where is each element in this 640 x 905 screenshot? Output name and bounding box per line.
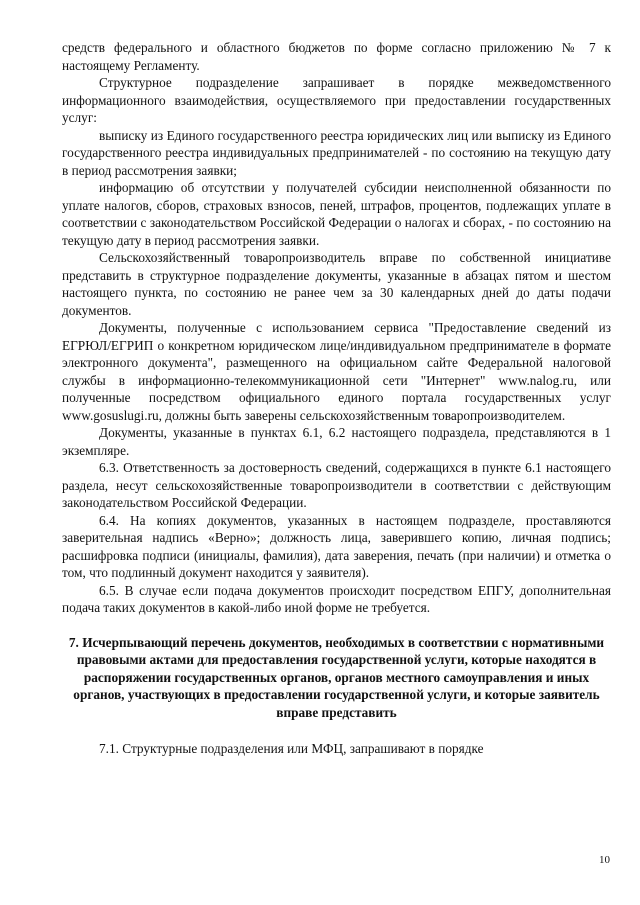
paragraph-6-3-responsibility: 6.3. Ответственность за достоверность сведений, содержащихся в пункте 6.1 настоящего раздела, несут сельскохозяйственные товаропроизводители в соответствии с действующим законодательством Российской Федерации. bbox=[62, 460, 611, 510]
paragraph-own-initiative: Сельскохозяйственный товаропроизводитель вправе по собственной инициативе представить в структурное подразделение документы, указанные в абзацах пятом и шестом настоящего пункта, по состоянию не ранее чем за 30 календарных дней до даты подачи документов. bbox=[62, 250, 611, 318]
paragraph-6-4-certification: 6.4. На копиях документов, указанных в настоящем подразделе, проставляются заверительная надпись «Верно»; должность лица, заверившего копию, личная подпись; расшифровка подписи (инициалы, фамилия), дата заверения, печать (при наличии) и отметка о том, что подлинный документ находится у заявителя). bbox=[62, 512, 611, 580]
document-page bbox=[62, 39, 611, 758]
paragraph-6-5-epgu: 6.5. В случае если подача документов происходит посредством ЕПГУ, дополнительная подача таких документов в какой-либо иной форме не требуется. bbox=[62, 582, 611, 615]
paragraph-budget-continuation: средств федерального и областного бюджетов по форме согласно приложению № 7 к настоящему Регламенту. bbox=[62, 40, 611, 73]
paragraph-tax-information: информацию об отсутствии у получателей субсидии неисполненной обязанности по уплате налогов, сборов, страховых взносов, пеней, штрафов, процентов, подлежащих уплате в соответствии с законодательством Российской Федерации о налогах и сборах, - по состоянию на текущую дату в период рассмотрения заявки. bbox=[62, 180, 611, 248]
paragraph-interagency-request: Структурное подразделение запрашивает в порядке межведомственного информационного взаимодействия, осуществляемого при предоставлении государственных услуг: bbox=[62, 75, 611, 125]
paragraph-registry-extract: выписку из Единого государственного реестра юридических лиц или выписку из Единого государственного реестра индивидуальных предпринимателей - по состоянию на текущую дату в период рассмотрения заявки; bbox=[62, 127, 611, 178]
section-7-heading: 7. Исчерпывающий перечень документов, необходимых в соответствии с нормативными правовыми актами для предоставления государственной услуги, которые находятся в распоряжении государственных органов, органов местного самоуправления и иных органов, участвующих в предоставлении государственной услуги, и которые заявитель вправе представить bbox=[68, 634, 605, 720]
paragraph-7-1-start: 7.1. Структурные подразделения или МФЦ, запрашивают в порядке bbox=[99, 741, 484, 756]
page-number: 10 bbox=[599, 854, 610, 866]
paragraph-copies-count: Документы, указанные в пунктах 6.1, 6.2 настоящего подраздела, представляются в 1 экземпляре. bbox=[62, 425, 611, 458]
paragraph-electronic-documents: Документы, полученные с использованием сервиса "Предоставление сведений из ЕГРЮЛ/ЕГРИП о конкретном юридическом лице/индивидуальном предпринимателе в формате электронного документа", размещенного на официальном сайте Федеральной налоговой службы в информационно-телекоммуникационной сети "Интернет" www.nalog.ru, или полученные посредством официального единого портала государственных услуг www.gosuslugi.ru, должны быть заверены сельскохозяйственным товаропроизводителем. bbox=[62, 320, 611, 423]
